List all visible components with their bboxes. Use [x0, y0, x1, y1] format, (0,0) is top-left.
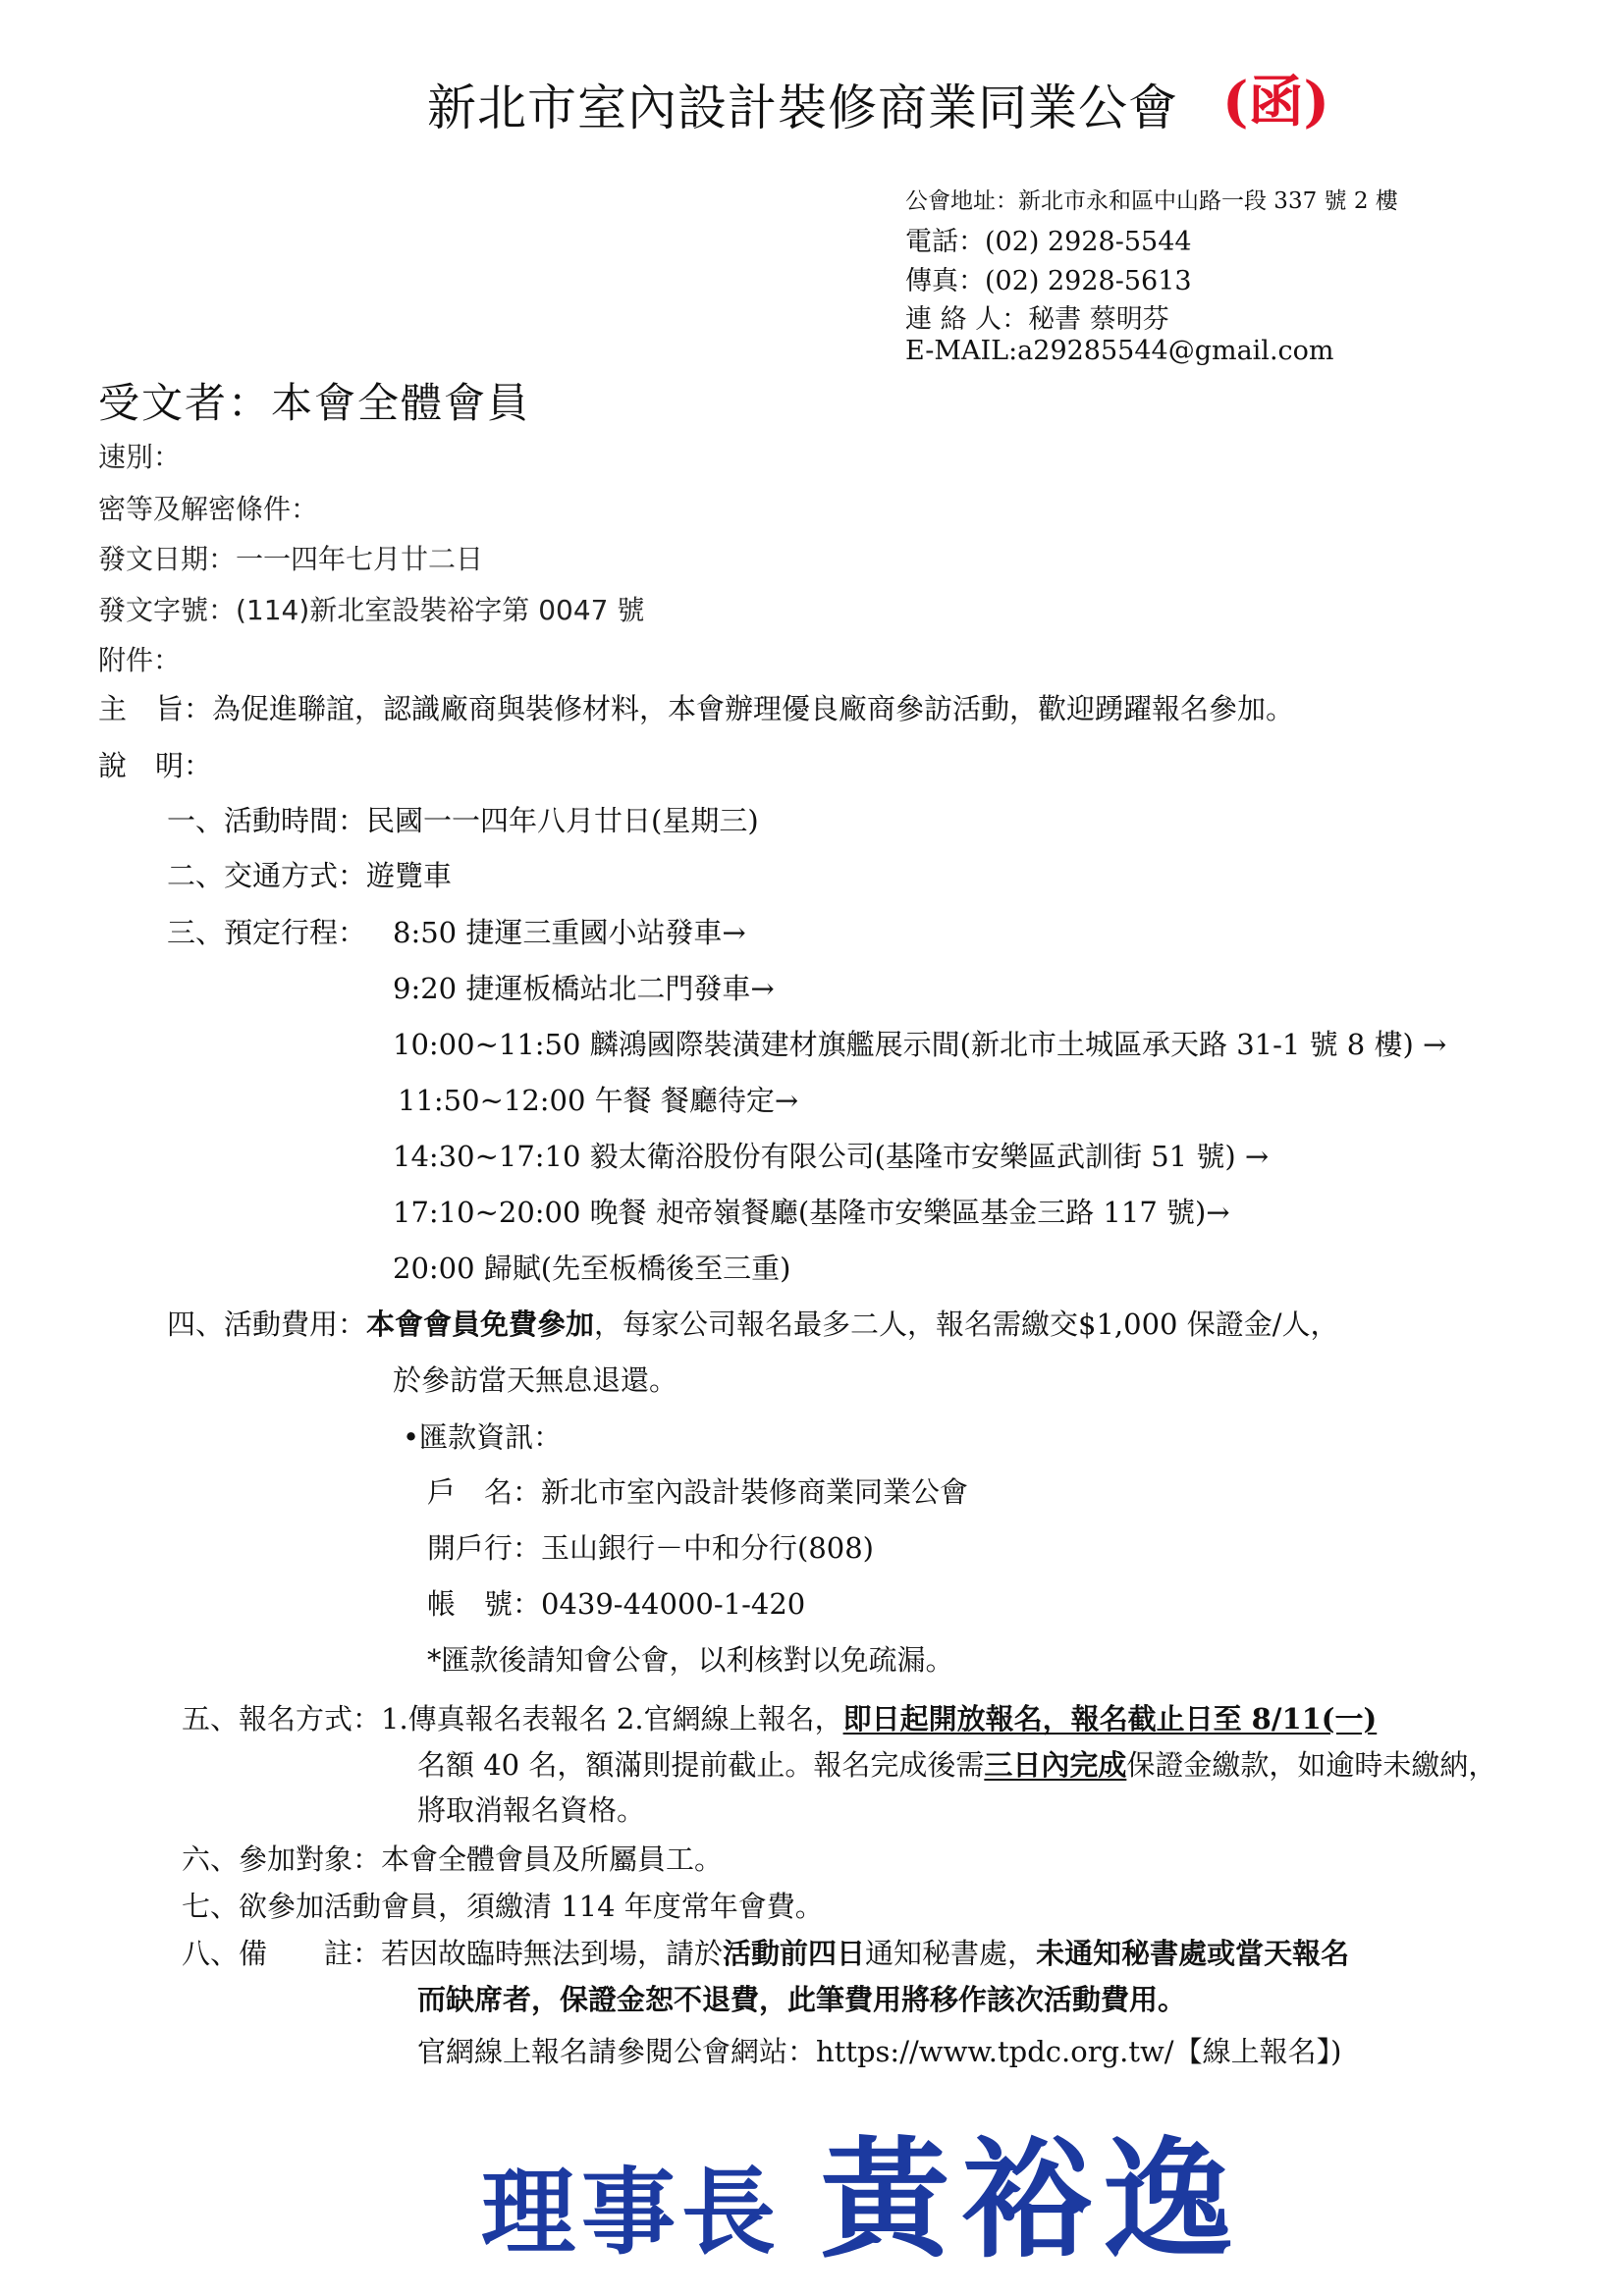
schedule-item: 17:10~20:00 晚餐 昶帝嶺餐廳(基隆市安樂區基金三路 117 號)→	[393, 1196, 1230, 1229]
contact-person: 連 絡 人：秘書 蔡明芬	[905, 304, 1169, 335]
fee-text: ，每家公司報名最多二人，報名需繳交$1,000 保證金/人，	[594, 1308, 1339, 1341]
signature-name: 黃裕逸	[820, 2124, 1245, 2276]
fee-line2: 於參訪當天無息退還。	[393, 1363, 678, 1397]
meta-speed: 速別：	[98, 441, 182, 473]
fee-label: 四、活動費用：	[167, 1308, 367, 1341]
signup-line2-a: 名額 40 名，額滿則提前截止。報名完成後需	[417, 1748, 985, 1782]
note-a: 若因故臨時無法到場，請於	[381, 1937, 724, 1970]
schedule-item: 10:00~11:50 麟鴻國際裝潢建材旗艦展示間(新北市土城區承天路 31-1 號 8 樓) →	[393, 1028, 1447, 1061]
item-note	[182, 1932, 1349, 1972]
meta-doc-number: 發文字號：(114)新北室設裝裕字第 0047 號	[98, 594, 645, 626]
schedule-item: 11:50~12:00 午餐 餐廳待定→	[398, 1084, 799, 1117]
recipient: 受文者：本會全體會員	[98, 379, 531, 427]
signup-deadline: 即日起開放報名，報名截止日至 8/11(一)	[842, 1702, 1378, 1735]
remit-name: 戶 名：新北市室內設計裝修商業同業公會	[427, 1475, 969, 1509]
schedule-item: 14:30~17:10 毅太衛浴股份有限公司(基隆市安樂區武訓街 51 號) →	[393, 1140, 1270, 1173]
chairman-signature	[481, 2096, 1244, 2282]
meta-date: 發文日期：一一四年七月廿二日	[98, 543, 484, 575]
note-b: 活動前四日	[723, 1937, 866, 1970]
schedule-item: 9:20 捷運板橋站北二門發車→	[393, 972, 775, 1005]
schedule-item: 8:50 捷運三重國小站發車→	[393, 916, 746, 949]
fee-highlight: 本會會員免費參加	[366, 1308, 595, 1341]
signature-role: 理事長	[481, 2157, 782, 2268]
subject	[98, 687, 1294, 727]
remit-bank: 開戶行：玉山銀行－中和分行(808)	[427, 1531, 874, 1565]
remit-title: •匯款資訊：	[403, 1420, 563, 1454]
meta-attachment: 附件：	[98, 644, 182, 676]
document-type-mark: (函)	[1222, 70, 1329, 134]
note-c: 通知秘書處，	[865, 1937, 1037, 1970]
meta-security: 密等及解密條件：	[98, 493, 319, 525]
website-note: 官網線上報名請參閱公會網站：https://www.tpdc.org.tw/【線上報名】)	[417, 2035, 1342, 2068]
schedule-item: 20:00 歸賦(先至板橋後至三重)	[393, 1252, 791, 1285]
item-fee	[167, 1303, 1339, 1343]
remit-note: *匯款後請知會公會，以利核對以免疏漏。	[427, 1643, 954, 1677]
note-label: 八、備 註：	[182, 1937, 382, 1970]
item-dues: 七、欲參加活動會員，須繳清 114 年度常年會費。	[182, 1890, 824, 1923]
signup-line3: 將取消報名資格。	[417, 1793, 646, 1827]
note-d: 未通知秘書處或當天報名	[1036, 1937, 1350, 1970]
contact-address: 公會地址：新北市永和區中山路一段 337 號 2 樓	[905, 188, 1398, 214]
signup-methods: 1.傳真報名表報名 2.官網線上報名，	[381, 1702, 843, 1735]
contact-email: E-MAIL:a29285544@gmail.com	[905, 336, 1334, 366]
explain-label: 說 明：	[98, 749, 213, 782]
item-transport: 二、交通方式：遊覽車	[167, 859, 453, 892]
contact-phone: 電話：(02) 2928-5544	[905, 227, 1192, 257]
item-time: 一、活動時間：民國一一四年八月廿日(星期三)	[167, 804, 759, 837]
note-line2: 而缺席者，保證金恕不退費，此筆費用將移作該次活動費用。	[417, 1983, 1187, 2016]
item-schedule-label: 三、預定行程：	[167, 916, 367, 949]
item-target: 六、參加對象：本會全體會員及所屬員工。	[182, 1842, 724, 1876]
subject-label: 主 旨：	[98, 692, 213, 725]
item-signup	[182, 1697, 1377, 1737]
remit-account: 帳 號：0439-44000-1-420	[427, 1587, 806, 1621]
signup-three-days: 三日內完成	[984, 1748, 1127, 1782]
signup-label: 五、報名方式：	[182, 1702, 382, 1735]
signup-line2-c: 保證金繳款，如逾時未繳納，	[1126, 1748, 1497, 1782]
subject-text: 為促進聯誼，認識廠商與裝修材料，本會辦理優良廠商參訪活動，歡迎踴躍報名參加。	[212, 692, 1295, 725]
signup-line2	[417, 1743, 1496, 1784]
document-title: 新北市室內設計裝修商業同業公會	[427, 80, 1178, 136]
contact-fax: 傳真：(02) 2928-5613	[905, 266, 1192, 296]
